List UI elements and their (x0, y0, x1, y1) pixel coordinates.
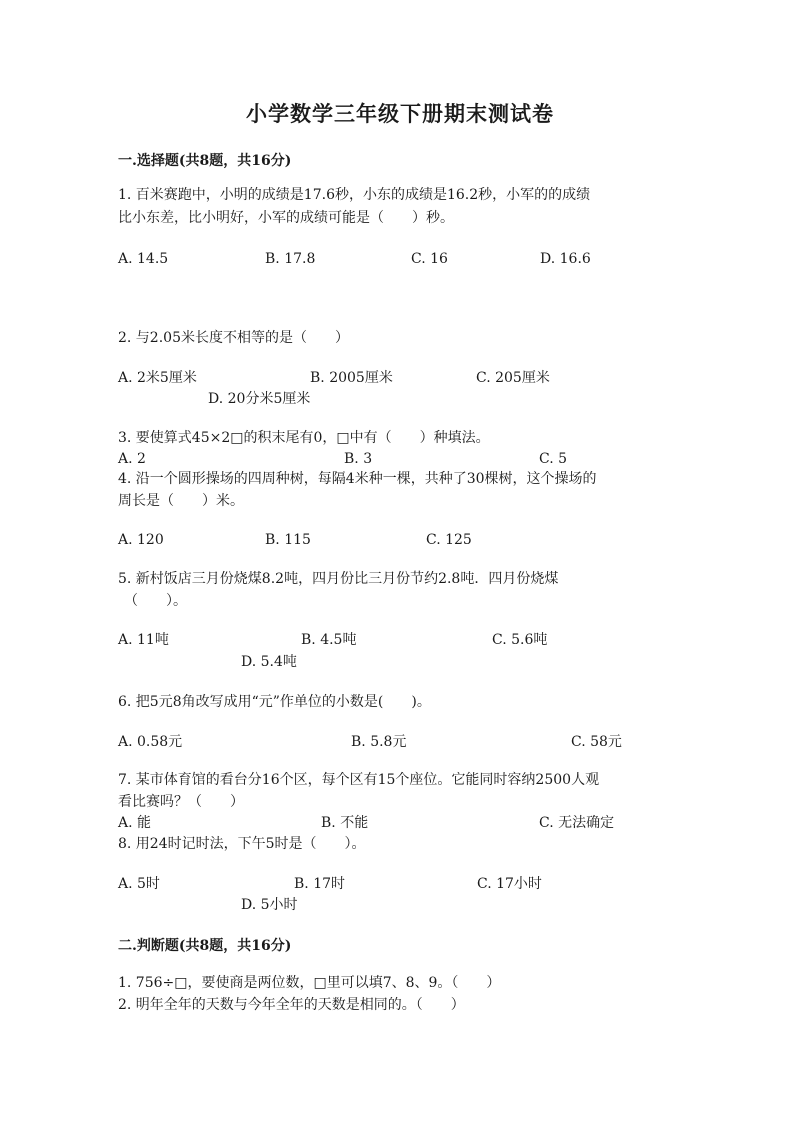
question-4-option-a: A. 120 (118, 532, 164, 548)
question-7-stem-line-2: 看比赛吗？（ ） (118, 794, 244, 810)
question-4-option-c: C. 125 (426, 532, 472, 548)
question-1-stem-line-1: 1. 百米赛跑中，小明的成绩是17.6秒，小东的成绩是16.2秒，小军的的成绩 (118, 187, 591, 203)
judge-question-1: 1. 756÷□，要使商是两位数，□里可以填7、8、9。（ ） (118, 975, 501, 991)
question-7-option-b: B. 不能 (321, 815, 369, 831)
question-8-option-c: C. 17小时 (477, 876, 542, 892)
question-3-option-b: B. 3 (344, 451, 373, 467)
question-5-option-c: C. 5.6吨 (492, 632, 548, 648)
question-6-option-a: A. 0.58元 (118, 734, 183, 750)
question-8-stem-line-1: 8. 用24时记时法，下午5时是（ ）。 (118, 836, 366, 852)
question-8-option-b: B. 17时 (294, 876, 346, 892)
question-6-option-c: C. 58元 (571, 734, 622, 750)
question-7-option-c: C. 无法确定 (539, 815, 615, 831)
question-7-option-a: A. 能 (118, 815, 152, 831)
question-3-stem-line-1: 3. 要使算式45×2□的积末尾有0，□中有（ ）种填法。 (118, 430, 490, 446)
question-6-option-b: B. 5.8元 (351, 734, 407, 750)
question-2-option-a: A. 2米5厘米 (118, 370, 197, 386)
question-8-option-d: D. 5小时 (241, 897, 298, 913)
question-2-option-d: D. 20分米5厘米 (208, 391, 311, 407)
question-5-stem-line-1: 5. 新村饭店三月份烧煤8.2吨，四月份比三月份节约2.8吨．四月份烧煤 (118, 571, 559, 587)
question-1-option-c: C. 16 (411, 251, 448, 267)
section-heading-choice: 一.选择题(共8题，共16分) (118, 153, 292, 169)
question-3-option-c: C. 5 (539, 451, 568, 467)
judge-question-2: 2. 明年全年的天数与今年全年的天数是相同的。（ ） (118, 997, 465, 1013)
question-5-option-b: B. 4.5吨 (301, 632, 357, 648)
question-4-stem-line-1: 4. 沿一个圆形操场的四周种树，每隔4米种一棵，共种了30棵树，这个操场的 (118, 471, 597, 487)
question-5-stem-line-2: （ ）。 (124, 593, 187, 609)
question-2-stem-line-1: 2. 与2.05米长度不相等的是（ ） (118, 330, 349, 346)
section-heading-judge: 二.判断题(共8题，共16分) (118, 938, 292, 954)
question-8-option-a: A. 5时 (118, 876, 160, 892)
question-2-option-c: C. 205厘米 (476, 370, 550, 386)
question-1-stem-line-2: 比小东差，比小明好，小军的成绩可能是（ ）秒。 (118, 210, 454, 226)
question-5-option-d: D. 5.4吨 (241, 654, 297, 670)
question-7-stem-line-1: 7. 某市体育馆的看台分16个区，每个区有15个座位。它能同时容纳2500人观 (118, 772, 600, 788)
question-1-option-b: B. 17.8 (265, 251, 316, 267)
question-1-option-a: A. 14.5 (118, 251, 169, 267)
question-1-option-d: D. 16.6 (540, 251, 591, 267)
question-2-option-b: B. 2005厘米 (310, 370, 393, 386)
page-title: 小学数学三年级下册期末测试卷 (246, 101, 554, 126)
question-4-option-b: B. 115 (265, 532, 311, 548)
question-5-option-a: A. 11吨 (118, 632, 169, 648)
question-3-option-a: A. 2 (118, 451, 146, 467)
question-6-stem-line-1: 6. 把5元8角改写成用“元”作单位的小数是( )。 (118, 694, 431, 710)
question-4-stem-line-2: 周长是（ ）米。 (118, 493, 244, 509)
